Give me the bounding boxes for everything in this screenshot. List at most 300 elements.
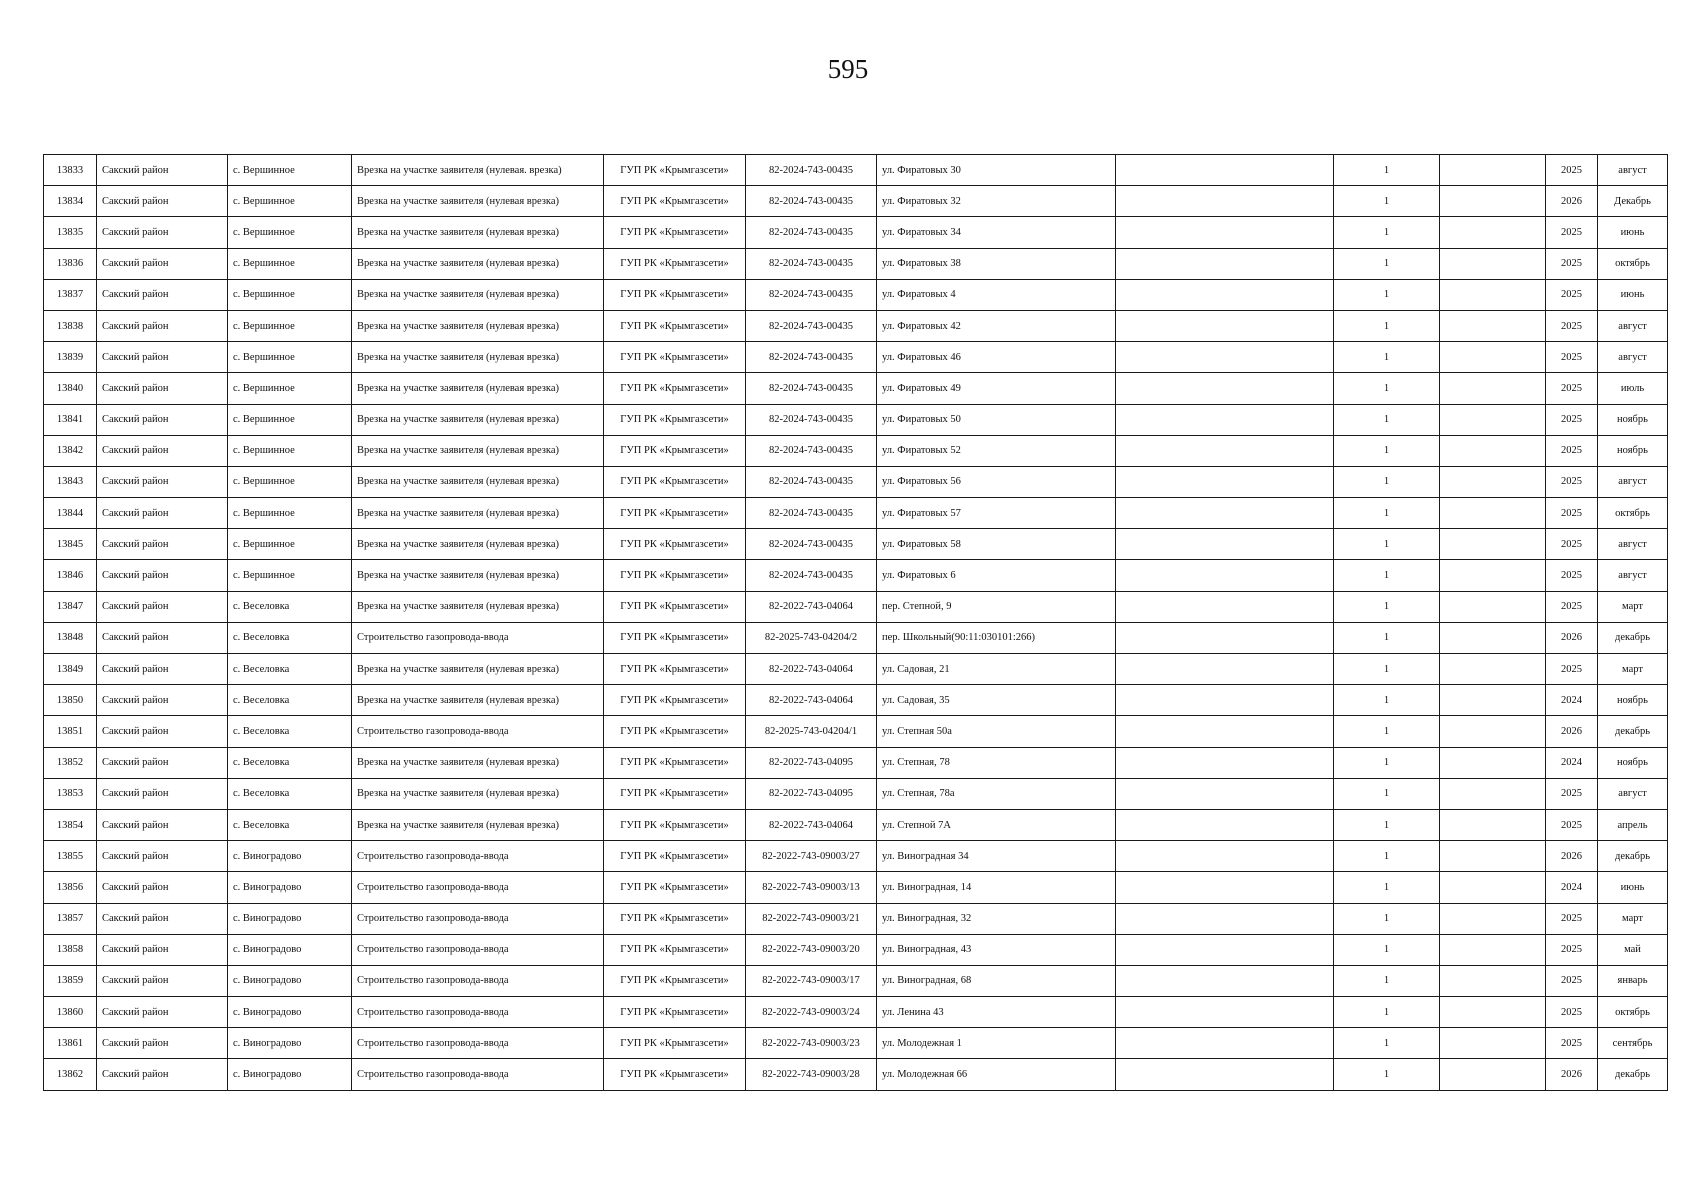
quantity-cell: 1 (1334, 155, 1440, 186)
month-cell: июнь (1598, 872, 1668, 903)
organization-cell: ГУП РК «Крымгазсети» (604, 654, 746, 685)
village-cell: с. Веселовка (228, 654, 352, 685)
organization-cell: ГУП РК «Крымгазсети» (604, 342, 746, 373)
work-type-cell: Врезка на участке заявителя (нулевая врезка) (352, 279, 604, 310)
address-cell: ул. Молодежная 1 (877, 1028, 1116, 1059)
organization-cell: ГУП РК «Крымгазсети» (604, 809, 746, 840)
empty-cell (1440, 778, 1546, 809)
contract-code-cell: 82-2022-743-09003/17 (746, 965, 877, 996)
empty-cell (1440, 342, 1546, 373)
village-cell: с. Веселовка (228, 685, 352, 716)
year-cell: 2024 (1546, 747, 1598, 778)
organization-cell: ГУП РК «Крымгазсети» (604, 841, 746, 872)
district-cell: Сакский район (97, 934, 228, 965)
month-cell: июнь (1598, 279, 1668, 310)
district-cell: Сакский район (97, 622, 228, 653)
village-cell: с. Вершинное (228, 155, 352, 186)
village-cell: с. Веселовка (228, 747, 352, 778)
address-cell: ул. Фиратовых 38 (877, 248, 1116, 279)
quantity-cell: 1 (1334, 404, 1440, 435)
work-type-cell: Врезка на участке заявителя (нулевая врезка) (352, 654, 604, 685)
contract-code-cell: 82-2024-743-00435 (746, 279, 877, 310)
empty-cell (1440, 747, 1546, 778)
empty-cell (1116, 498, 1334, 529)
row-number: 13855 (44, 841, 97, 872)
quantity-cell: 1 (1334, 654, 1440, 685)
address-cell: ул. Степная 50а (877, 716, 1116, 747)
table-row (44, 466, 1668, 497)
work-type-cell: Врезка на участке заявителя (нулевая врезка) (352, 498, 604, 529)
quantity-cell: 1 (1334, 934, 1440, 965)
organization-cell: ГУП РК «Крымгазсети» (604, 435, 746, 466)
empty-cell (1440, 1028, 1546, 1059)
organization-cell: ГУП РК «Крымгазсети» (604, 529, 746, 560)
district-cell: Сакский район (97, 747, 228, 778)
month-cell: август (1598, 155, 1668, 186)
address-cell: ул. Виноградная 34 (877, 841, 1116, 872)
empty-cell (1440, 1059, 1546, 1090)
address-cell: ул. Ленина 43 (877, 997, 1116, 1028)
empty-cell (1116, 685, 1334, 716)
empty-cell (1116, 809, 1334, 840)
organization-cell: ГУП РК «Крымгазсети» (604, 934, 746, 965)
village-cell: с. Виноградово (228, 997, 352, 1028)
address-cell: ул. Виноградная, 32 (877, 903, 1116, 934)
empty-cell (1440, 498, 1546, 529)
month-cell: декабрь (1598, 622, 1668, 653)
contract-code-cell: 82-2024-743-00435 (746, 248, 877, 279)
month-cell: август (1598, 342, 1668, 373)
year-cell: 2024 (1546, 872, 1598, 903)
address-cell: ул. Фиратовых 6 (877, 560, 1116, 591)
village-cell: с. Виноградово (228, 934, 352, 965)
row-number: 13847 (44, 591, 97, 622)
address-cell: ул. Фиратовых 49 (877, 373, 1116, 404)
year-cell: 2025 (1546, 466, 1598, 497)
quantity-cell: 1 (1334, 903, 1440, 934)
row-number: 13849 (44, 654, 97, 685)
district-cell: Сакский район (97, 217, 228, 248)
work-type-cell: Строительство газопровода-ввода (352, 1028, 604, 1059)
empty-cell (1116, 186, 1334, 217)
empty-cell (1440, 716, 1546, 747)
village-cell: с. Вершинное (228, 217, 352, 248)
table-row (44, 747, 1668, 778)
row-number: 13852 (44, 747, 97, 778)
village-cell: с. Виноградово (228, 1028, 352, 1059)
quantity-cell: 1 (1334, 466, 1440, 497)
empty-cell (1440, 373, 1546, 404)
row-number: 13859 (44, 965, 97, 996)
table-row (44, 279, 1668, 310)
quantity-cell: 1 (1334, 498, 1440, 529)
page-number: 595 (827, 54, 869, 84)
district-cell: Сакский район (97, 279, 228, 310)
work-type-cell: Строительство газопровода-ввода (352, 965, 604, 996)
row-number: 13844 (44, 498, 97, 529)
empty-cell (1116, 466, 1334, 497)
village-cell: с. Вершинное (228, 466, 352, 497)
address-cell: ул. Фиратовых 34 (877, 217, 1116, 248)
year-cell: 2025 (1546, 934, 1598, 965)
organization-cell: ГУП РК «Крымгазсети» (604, 716, 746, 747)
empty-cell (1440, 186, 1546, 217)
district-cell: Сакский район (97, 560, 228, 591)
village-cell: с. Вершинное (228, 186, 352, 217)
contract-code-cell: 82-2025-743-04204/2 (746, 622, 877, 653)
district-cell: Сакский район (97, 404, 228, 435)
work-type-cell: Врезка на участке заявителя (нулевая врезка) (352, 809, 604, 840)
organization-cell: ГУП РК «Крымгазсети» (604, 965, 746, 996)
month-cell: ноябрь (1598, 404, 1668, 435)
table-row (44, 622, 1668, 653)
village-cell: с. Виноградово (228, 841, 352, 872)
empty-cell (1440, 685, 1546, 716)
contract-code-cell: 82-2022-743-04064 (746, 809, 877, 840)
row-number: 13843 (44, 466, 97, 497)
table-row (44, 903, 1668, 934)
organization-cell: ГУП РК «Крымгазсети» (604, 747, 746, 778)
row-number: 13837 (44, 279, 97, 310)
month-cell: март (1598, 591, 1668, 622)
empty-cell (1116, 529, 1334, 560)
contract-code-cell: 82-2024-743-00435 (746, 342, 877, 373)
empty-cell (1116, 591, 1334, 622)
work-type-cell: Врезка на участке заявителя (нулевая врезка) (352, 529, 604, 560)
table-row (44, 435, 1668, 466)
work-type-cell: Врезка на участке заявителя (нулевая врезка) (352, 404, 604, 435)
organization-cell: ГУП РК «Крымгазсети» (604, 903, 746, 934)
address-cell: ул. Фиратовых 52 (877, 435, 1116, 466)
row-number: 13857 (44, 903, 97, 934)
year-cell: 2025 (1546, 248, 1598, 279)
work-type-cell: Врезка на участке заявителя (нулевая врезка) (352, 591, 604, 622)
row-number: 13858 (44, 934, 97, 965)
village-cell: с. Вершинное (228, 373, 352, 404)
organization-cell: ГУП РК «Крымгазсети» (604, 872, 746, 903)
village-cell: с. Вершинное (228, 404, 352, 435)
year-cell: 2025 (1546, 654, 1598, 685)
district-cell: Сакский район (97, 373, 228, 404)
table-row (44, 1028, 1668, 1059)
organization-cell: ГУП РК «Крымгазсети» (604, 498, 746, 529)
quantity-cell: 1 (1334, 435, 1440, 466)
row-number: 13851 (44, 716, 97, 747)
empty-cell (1116, 872, 1334, 903)
village-cell: с. Вершинное (228, 248, 352, 279)
district-cell: Сакский район (97, 1059, 228, 1090)
year-cell: 2026 (1546, 1059, 1598, 1090)
address-cell: пер. Степной, 9 (877, 591, 1116, 622)
work-type-cell: Врезка на участке заявителя (нулевая врезка) (352, 342, 604, 373)
district-cell: Сакский район (97, 342, 228, 373)
empty-cell (1440, 248, 1546, 279)
address-cell: ул. Фиратовых 42 (877, 310, 1116, 341)
table-row (44, 560, 1668, 591)
empty-cell (1116, 934, 1334, 965)
village-cell: с. Вершинное (228, 342, 352, 373)
district-cell: Сакский район (97, 466, 228, 497)
village-cell: с. Вершинное (228, 560, 352, 591)
address-cell: ул. Степная, 78 (877, 747, 1116, 778)
month-cell: ноябрь (1598, 435, 1668, 466)
address-cell: ул. Фиратовых 57 (877, 498, 1116, 529)
contract-code-cell: 82-2024-743-00435 (746, 310, 877, 341)
year-cell: 2025 (1546, 342, 1598, 373)
year-cell: 2025 (1546, 310, 1598, 341)
empty-cell (1116, 903, 1334, 934)
contract-code-cell: 82-2022-743-04095 (746, 778, 877, 809)
organization-cell: ГУП РК «Крымгазсети» (604, 466, 746, 497)
year-cell: 2026 (1546, 186, 1598, 217)
month-cell: август (1598, 466, 1668, 497)
organization-cell: ГУП РК «Крымгазсети» (604, 248, 746, 279)
village-cell: с. Вершинное (228, 279, 352, 310)
address-cell: ул. Фиратовых 50 (877, 404, 1116, 435)
district-cell: Сакский район (97, 248, 228, 279)
row-number: 13836 (44, 248, 97, 279)
row-number: 13860 (44, 997, 97, 1028)
organization-cell: ГУП РК «Крымгазсети» (604, 997, 746, 1028)
year-cell: 2025 (1546, 373, 1598, 404)
month-cell: июнь (1598, 217, 1668, 248)
row-number: 13848 (44, 622, 97, 653)
table-row (44, 310, 1668, 341)
village-cell: с. Вершинное (228, 310, 352, 341)
table-row (44, 778, 1668, 809)
village-cell: с. Вершинное (228, 529, 352, 560)
contract-code-cell: 82-2024-743-00435 (746, 186, 877, 217)
year-cell: 2026 (1546, 622, 1598, 653)
empty-cell (1116, 622, 1334, 653)
address-cell: ул. Фиратовых 4 (877, 279, 1116, 310)
year-cell: 2025 (1546, 435, 1598, 466)
row-number: 13856 (44, 872, 97, 903)
table-row (44, 934, 1668, 965)
quantity-cell: 1 (1334, 217, 1440, 248)
contract-code-cell: 82-2024-743-00435 (746, 373, 877, 404)
month-cell: декабрь (1598, 1059, 1668, 1090)
organization-cell: ГУП РК «Крымгазсети» (604, 217, 746, 248)
quantity-cell: 1 (1334, 965, 1440, 996)
empty-cell (1440, 217, 1546, 248)
address-cell: ул. Фиратовых 30 (877, 155, 1116, 186)
empty-cell (1440, 155, 1546, 186)
table-row (44, 498, 1668, 529)
work-type-cell: Врезка на участке заявителя (нулевая. врезка) (352, 155, 604, 186)
address-cell: ул. Молодежная 66 (877, 1059, 1116, 1090)
year-cell: 2025 (1546, 155, 1598, 186)
table-row (44, 217, 1668, 248)
contract-code-cell: 82-2025-743-04204/1 (746, 716, 877, 747)
work-type-cell: Врезка на участке заявителя (нулевая врезка) (352, 248, 604, 279)
work-type-cell: Строительство газопровода-ввода (352, 1059, 604, 1090)
work-type-cell: Строительство газопровода-ввода (352, 903, 604, 934)
empty-cell (1440, 654, 1546, 685)
quantity-cell: 1 (1334, 622, 1440, 653)
district-cell: Сакский район (97, 654, 228, 685)
village-cell: с. Веселовка (228, 809, 352, 840)
empty-cell (1440, 404, 1546, 435)
empty-cell (1116, 997, 1334, 1028)
month-cell: август (1598, 310, 1668, 341)
contract-code-cell: 82-2022-743-09003/23 (746, 1028, 877, 1059)
quantity-cell: 1 (1334, 279, 1440, 310)
empty-cell (1116, 778, 1334, 809)
year-cell: 2025 (1546, 591, 1598, 622)
quantity-cell: 1 (1334, 310, 1440, 341)
empty-cell (1116, 1059, 1334, 1090)
contract-code-cell: 82-2024-743-00435 (746, 466, 877, 497)
work-type-cell: Врезка на участке заявителя (нулевая врезка) (352, 466, 604, 497)
organization-cell: ГУП РК «Крымгазсети» (604, 155, 746, 186)
month-cell: март (1598, 903, 1668, 934)
contract-code-cell: 82-2022-743-09003/27 (746, 841, 877, 872)
contract-code-cell: 82-2022-743-09003/24 (746, 997, 877, 1028)
registry-table (43, 154, 1668, 1091)
row-number: 13835 (44, 217, 97, 248)
district-cell: Сакский район (97, 872, 228, 903)
year-cell: 2025 (1546, 809, 1598, 840)
district-cell: Сакский район (97, 685, 228, 716)
empty-cell (1116, 965, 1334, 996)
empty-cell (1116, 747, 1334, 778)
row-number: 13862 (44, 1059, 97, 1090)
district-cell: Сакский район (97, 965, 228, 996)
address-cell: ул. Виноградная, 68 (877, 965, 1116, 996)
empty-cell (1440, 529, 1546, 560)
contract-code-cell: 82-2022-743-09003/20 (746, 934, 877, 965)
contract-code-cell: 82-2022-743-04064 (746, 685, 877, 716)
month-cell: август (1598, 778, 1668, 809)
quantity-cell: 1 (1334, 373, 1440, 404)
quantity-cell: 1 (1334, 747, 1440, 778)
district-cell: Сакский район (97, 903, 228, 934)
organization-cell: ГУП РК «Крымгазсети» (604, 622, 746, 653)
work-type-cell: Строительство газопровода-ввода (352, 622, 604, 653)
empty-cell (1440, 934, 1546, 965)
contract-code-cell: 82-2022-743-09003/28 (746, 1059, 877, 1090)
district-cell: Сакский район (97, 435, 228, 466)
empty-cell (1116, 1028, 1334, 1059)
organization-cell: ГУП РК «Крымгазсети» (604, 186, 746, 217)
empty-cell (1116, 310, 1334, 341)
contract-code-cell: 82-2022-743-04064 (746, 591, 877, 622)
empty-cell (1116, 373, 1334, 404)
address-cell: ул. Степной 7А (877, 809, 1116, 840)
work-type-cell: Врезка на участке заявителя (нулевая врезка) (352, 778, 604, 809)
district-cell: Сакский район (97, 155, 228, 186)
address-cell: ул. Виноградная, 14 (877, 872, 1116, 903)
quantity-cell: 1 (1334, 809, 1440, 840)
row-number: 13846 (44, 560, 97, 591)
district-cell: Сакский район (97, 997, 228, 1028)
empty-cell (1440, 591, 1546, 622)
address-cell: ул. Степная, 78а (877, 778, 1116, 809)
month-cell: декабрь (1598, 716, 1668, 747)
work-type-cell: Строительство газопровода-ввода (352, 716, 604, 747)
empty-cell (1116, 217, 1334, 248)
month-cell: октябрь (1598, 498, 1668, 529)
month-cell: октябрь (1598, 248, 1668, 279)
row-number: 13834 (44, 186, 97, 217)
empty-cell (1440, 622, 1546, 653)
village-cell: с. Веселовка (228, 591, 352, 622)
quantity-cell: 1 (1334, 1028, 1440, 1059)
organization-cell: ГУП РК «Крымгазсети» (604, 404, 746, 435)
month-cell: ноябрь (1598, 747, 1668, 778)
organization-cell: ГУП РК «Крымгазсети» (604, 1028, 746, 1059)
work-type-cell: Строительство газопровода-ввода (352, 997, 604, 1028)
organization-cell: ГУП РК «Крымгазсети» (604, 279, 746, 310)
quantity-cell: 1 (1334, 529, 1440, 560)
empty-cell (1116, 560, 1334, 591)
year-cell: 2025 (1546, 217, 1598, 248)
address-cell: ул. Фиратовых 56 (877, 466, 1116, 497)
table-row (44, 186, 1668, 217)
contract-code-cell: 82-2022-743-04064 (746, 654, 877, 685)
village-cell: с. Веселовка (228, 716, 352, 747)
table-row (44, 373, 1668, 404)
organization-cell: ГУП РК «Крымгазсети» (604, 591, 746, 622)
quantity-cell: 1 (1334, 591, 1440, 622)
month-cell: март (1598, 654, 1668, 685)
empty-cell (1440, 997, 1546, 1028)
district-cell: Сакский район (97, 310, 228, 341)
quantity-cell: 1 (1334, 1059, 1440, 1090)
work-type-cell: Врезка на участке заявителя (нулевая врезка) (352, 186, 604, 217)
year-cell: 2026 (1546, 716, 1598, 747)
empty-cell (1116, 155, 1334, 186)
month-cell: Декабрь (1598, 186, 1668, 217)
table-row (44, 685, 1668, 716)
organization-cell: ГУП РК «Крымгазсети» (604, 310, 746, 341)
month-cell: август (1598, 560, 1668, 591)
month-cell: декабрь (1598, 841, 1668, 872)
year-cell: 2025 (1546, 1028, 1598, 1059)
contract-code-cell: 82-2024-743-00435 (746, 435, 877, 466)
empty-cell (1116, 435, 1334, 466)
work-type-cell: Строительство газопровода-ввода (352, 841, 604, 872)
district-cell: Сакский район (97, 809, 228, 840)
empty-cell (1440, 310, 1546, 341)
village-cell: с. Виноградово (228, 1059, 352, 1090)
month-cell: сентябрь (1598, 1028, 1668, 1059)
contract-code-cell: 82-2024-743-00435 (746, 217, 877, 248)
district-cell: Сакский район (97, 716, 228, 747)
month-cell: август (1598, 529, 1668, 560)
quantity-cell: 1 (1334, 342, 1440, 373)
year-cell: 2025 (1546, 404, 1598, 435)
quantity-cell: 1 (1334, 778, 1440, 809)
district-cell: Сакский район (97, 186, 228, 217)
village-cell: с. Виноградово (228, 965, 352, 996)
year-cell: 2025 (1546, 279, 1598, 310)
year-cell: 2025 (1546, 997, 1598, 1028)
contract-code-cell: 82-2024-743-00435 (746, 529, 877, 560)
year-cell: 2024 (1546, 685, 1598, 716)
table-row (44, 716, 1668, 747)
district-cell: Сакский район (97, 498, 228, 529)
address-cell: пер. Школьный(90:11:030101:266) (877, 622, 1116, 653)
village-cell: с. Виноградово (228, 872, 352, 903)
empty-cell (1440, 279, 1546, 310)
work-type-cell: Строительство газопровода-ввода (352, 872, 604, 903)
row-number: 13845 (44, 529, 97, 560)
contract-code-cell: 82-2024-743-00435 (746, 560, 877, 591)
address-cell: ул. Фиратовых 58 (877, 529, 1116, 560)
year-cell: 2025 (1546, 965, 1598, 996)
